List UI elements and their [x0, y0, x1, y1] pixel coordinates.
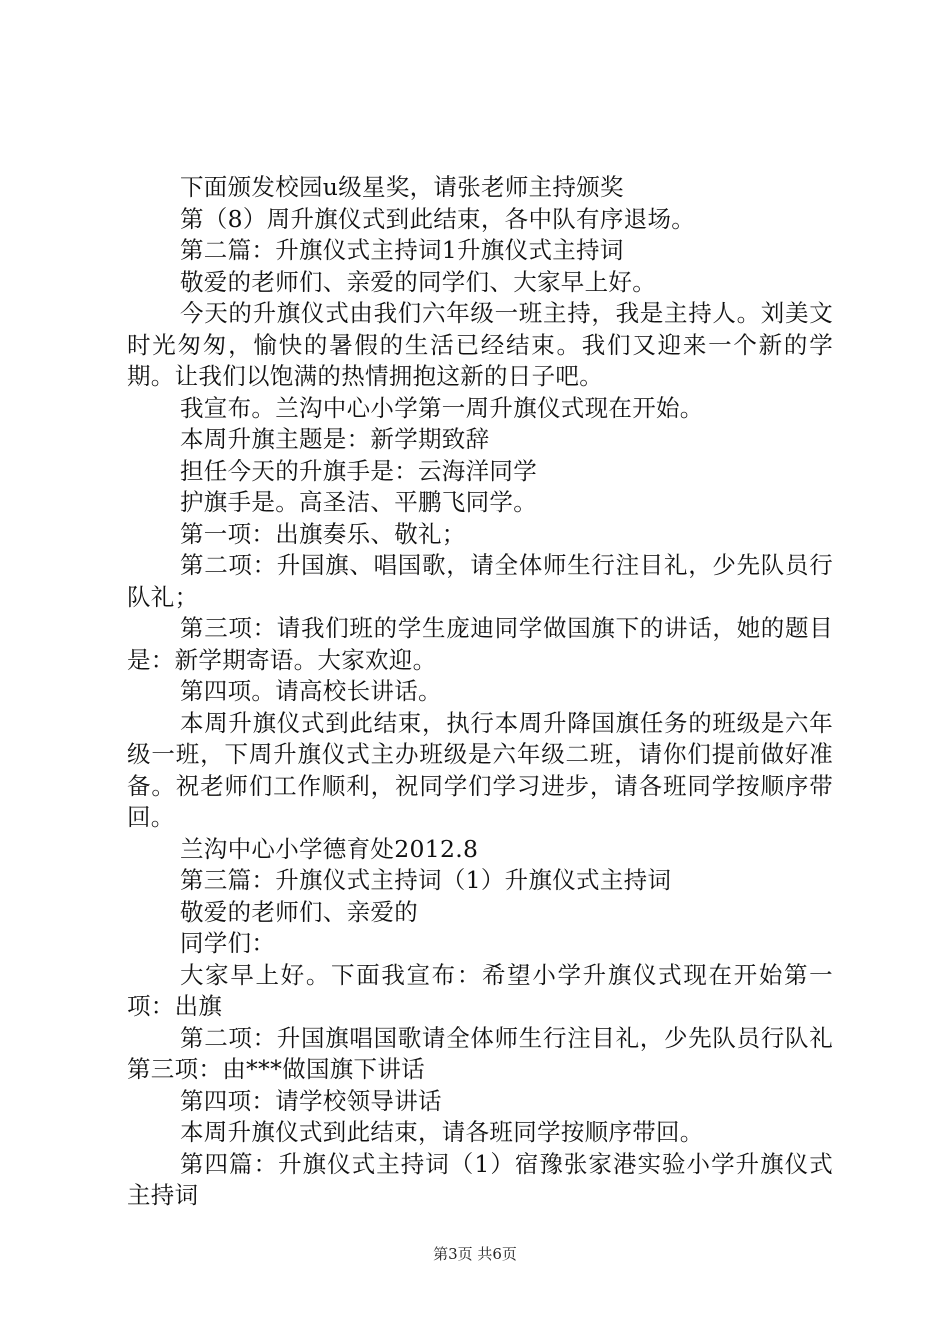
section-heading: 第四篇：升旗仪式主持词（1）宿豫张家港实验小学升旗仪式主持词	[127, 1149, 833, 1209]
paragraph: 下面颁发校园u级星奖，请张老师主持颁奖	[180, 173, 624, 201]
document-body	[127, 172, 833, 1212]
paragraph: 本周升旗仪式到此结束，请各班同学按顺序带回。	[180, 1118, 704, 1146]
paragraph: 第四项。请高校长讲话。	[180, 677, 442, 705]
paragraph: 我宣布。兰沟中心小学第一周升旗仪式现在开始。	[180, 393, 704, 422]
section-heading: 第三篇：升旗仪式主持词（1）升旗仪式主持词	[180, 866, 672, 894]
section-heading: 第二篇：升旗仪式主持词1升旗仪式主持词	[180, 236, 624, 264]
paragraph: 第二项：升国旗、唱国歌，请全体师生行注目礼，少先队员行队礼；	[127, 551, 833, 611]
paragraph: 敬爱的老师们、亲爱的	[180, 897, 418, 926]
paragraph: 敬爱的老师们、亲爱的同学们、大家早上好。	[180, 267, 656, 296]
paragraph: 第二项：升国旗唱国歌请全体师生行注目礼，少先队员行队礼第三项：由***做国旗下讲话	[127, 1023, 833, 1083]
page-footer	[0, 1244, 950, 1264]
paragraph: 兰沟中心小学德育处2012.8	[180, 834, 479, 863]
paragraph: 第三项：请我们班的学生庞迪同学做国旗下的讲话，她的题目是：新学期寄语。大家欢迎。	[127, 614, 833, 674]
paragraph: 第（8）周升旗仪式到此结束，各中队有序退场。	[180, 204, 696, 233]
paragraph: 本周升旗主题是：新学期致辞	[180, 425, 490, 453]
paragraph: 同学们：	[180, 929, 276, 957]
paragraph: 护旗手是。高圣洁、平鹏飞同学。	[180, 488, 537, 516]
paragraph: 第一项：出旗奏乐、敬礼；	[180, 519, 466, 548]
paragraph: 本周升旗仪式到此结束，执行本周升降国旗任务的班级是六年级一班，下周升旗仪式主办班级是六年级二班，请你们提前做好准备。祝老师们工作顺利，祝同学们学习进步，请各班同学按顺序带回。	[127, 708, 833, 831]
paragraph: 担任今天的升旗手是：云海洋同学	[180, 456, 537, 485]
paragraph: 大家早上好。下面我宣布：希望小学升旗仪式现在开始第一项：出旗	[127, 960, 833, 1020]
page-indicator: 第3页 共6页	[433, 1245, 517, 1263]
paragraph: 今天的升旗仪式由我们六年级一班主持，我是主持人。刘美文时光匆匆，愉快的暑假的生活已经结束。我们又迎来一个新的学期。让我们以饱满的热情拥抱这新的日子吧。	[127, 299, 833, 390]
paragraph: 第四项：请学校领导讲话	[180, 1086, 442, 1115]
